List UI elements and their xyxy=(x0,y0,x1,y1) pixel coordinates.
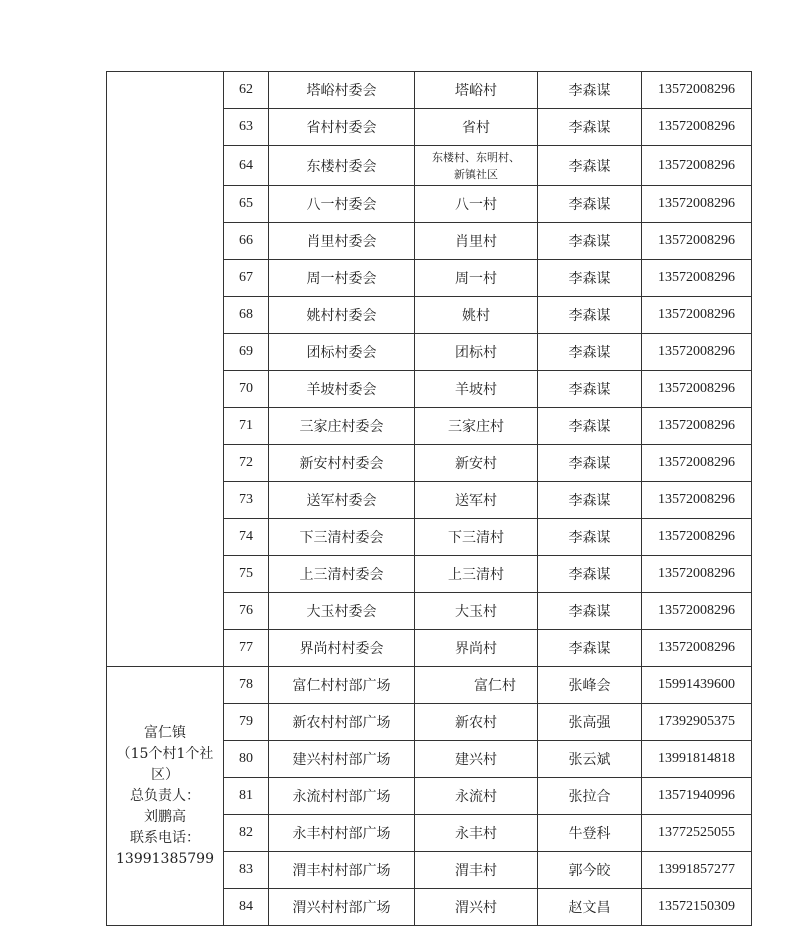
village-name: 肖里村 xyxy=(415,223,538,260)
table-row xyxy=(107,72,752,109)
committee-name: 送军村委会 xyxy=(269,482,415,519)
committee-name: 永流村村部广场 xyxy=(269,778,415,815)
phone-number: 13572008296 xyxy=(642,408,752,445)
row-number: 73 xyxy=(224,482,269,519)
phone-number: 13572008296 xyxy=(642,482,752,519)
committee-name: 塔峪村委会 xyxy=(269,72,415,109)
committee-name: 三家庄村委会 xyxy=(269,408,415,445)
contact-name: 张云斌 xyxy=(538,741,642,778)
leader-label: 总负责人： xyxy=(130,787,200,804)
town-scope-cont: 区） xyxy=(151,766,179,783)
phone-number: 17392905375 xyxy=(642,704,752,741)
row-number: 80 xyxy=(224,741,269,778)
contact-name: 李森谋 xyxy=(538,186,642,223)
contact-name: 李森谋 xyxy=(538,334,642,371)
village-name: 新安村 xyxy=(415,445,538,482)
roster-table xyxy=(106,71,752,926)
row-number: 76 xyxy=(224,593,269,630)
committee-name: 新安村村委会 xyxy=(269,445,415,482)
village-name: 三家庄村 xyxy=(415,408,538,445)
row-number: 84 xyxy=(224,889,269,926)
contact-name: 李森谋 xyxy=(538,371,642,408)
committee-name: 界尚村村委会 xyxy=(269,630,415,667)
row-number: 74 xyxy=(224,519,269,556)
phone-number: 13572150309 xyxy=(642,889,752,926)
committee-name: 上三清村委会 xyxy=(269,556,415,593)
row-number: 71 xyxy=(224,408,269,445)
phone-number: 13572008296 xyxy=(642,593,752,630)
row-number: 70 xyxy=(224,371,269,408)
committee-name: 渭丰村村部广场 xyxy=(269,852,415,889)
phone-number: 13572008296 xyxy=(642,556,752,593)
contact-name: 李森谋 xyxy=(538,297,642,334)
village-name: 界尚村 xyxy=(415,630,538,667)
village-name: 下三清村 xyxy=(415,519,538,556)
village-name: 八一村 xyxy=(415,186,538,223)
committee-name: 渭兴村村部广场 xyxy=(269,889,415,926)
leader-phone: 13991385799 xyxy=(116,850,214,867)
phone-number: 13572008296 xyxy=(642,371,752,408)
village-name: 渭兴村 xyxy=(415,889,538,926)
committee-name: 大玉村委会 xyxy=(269,593,415,630)
village-line: 新镇社区 xyxy=(454,167,498,181)
table-row xyxy=(107,667,752,704)
row-number: 62 xyxy=(224,72,269,109)
phone-number: 13572008296 xyxy=(642,297,752,334)
village-name: 渭丰村 xyxy=(415,852,538,889)
town-scope: （15个村1个社 xyxy=(116,745,214,762)
row-number: 67 xyxy=(224,260,269,297)
contact-name: 李森谋 xyxy=(538,519,642,556)
contact-name: 牛登科 xyxy=(538,815,642,852)
village-name: 送军村 xyxy=(415,482,538,519)
contact-name: 张高强 xyxy=(538,704,642,741)
phone-number: 13572008296 xyxy=(642,72,752,109)
phone-number: 13572008296 xyxy=(642,630,752,667)
row-number: 75 xyxy=(224,556,269,593)
phone-number: 13572008296 xyxy=(642,334,752,371)
row-number: 72 xyxy=(224,445,269,482)
village-name: 永丰村 xyxy=(415,815,538,852)
row-number: 66 xyxy=(224,223,269,260)
phone-number: 13571940996 xyxy=(642,778,752,815)
committee-name: 省村村委会 xyxy=(269,109,415,146)
town-info-cell xyxy=(107,667,224,926)
village-name: 羊坡村 xyxy=(415,371,538,408)
phone-number: 13572008296 xyxy=(642,445,752,482)
phone-number: 13991814818 xyxy=(642,741,752,778)
town-name: 富仁镇 xyxy=(144,724,186,741)
phone-number: 13991857277 xyxy=(642,852,752,889)
row-number: 83 xyxy=(224,852,269,889)
village-line: 东楼村、东明村、 xyxy=(432,150,520,164)
committee-name: 富仁村村部广场 xyxy=(269,667,415,704)
committee-name: 东楼村委会 xyxy=(269,146,415,186)
committee-name: 周一村委会 xyxy=(269,260,415,297)
committee-name: 八一村委会 xyxy=(269,186,415,223)
row-number: 69 xyxy=(224,334,269,371)
village-name-multi xyxy=(415,146,538,186)
phone-label: 联系电话： xyxy=(130,829,200,846)
village-name: 塔峪村 xyxy=(415,72,538,109)
row-number: 64 xyxy=(224,146,269,186)
village-name: 周一村 xyxy=(415,260,538,297)
town-cell-empty xyxy=(107,72,224,667)
committee-name: 姚村村委会 xyxy=(269,297,415,334)
contact-name: 李森谋 xyxy=(538,408,642,445)
committee-name: 建兴村村部广场 xyxy=(269,741,415,778)
phone-number: 13572008296 xyxy=(642,146,752,186)
village-name: 团标村 xyxy=(415,334,538,371)
phone-number: 13572008296 xyxy=(642,109,752,146)
contact-name: 李森谋 xyxy=(538,260,642,297)
committee-name: 下三清村委会 xyxy=(269,519,415,556)
row-number: 81 xyxy=(224,778,269,815)
row-number: 65 xyxy=(224,186,269,223)
committee-name: 新农村村部广场 xyxy=(269,704,415,741)
contact-name: 李森谋 xyxy=(538,72,642,109)
contact-name: 李森谋 xyxy=(538,223,642,260)
phone-number: 13572008296 xyxy=(642,260,752,297)
contact-name: 赵文昌 xyxy=(538,889,642,926)
row-number: 68 xyxy=(224,297,269,334)
committee-name: 永丰村村部广场 xyxy=(269,815,415,852)
phone-number: 13772525055 xyxy=(642,815,752,852)
committee-name: 肖里村委会 xyxy=(269,223,415,260)
contact-name: 李森谋 xyxy=(538,109,642,146)
phone-number: 13572008296 xyxy=(642,186,752,223)
row-number: 63 xyxy=(224,109,269,146)
phone-number: 15991439600 xyxy=(642,667,752,704)
phone-number: 13572008296 xyxy=(642,223,752,260)
village-name: 大玉村 xyxy=(415,593,538,630)
contact-name: 张拉合 xyxy=(538,778,642,815)
village-name: 上三清村 xyxy=(415,556,538,593)
contact-name: 李森谋 xyxy=(538,593,642,630)
contact-name: 李森谋 xyxy=(538,146,642,186)
row-number: 82 xyxy=(224,815,269,852)
village-name: 省村 xyxy=(415,109,538,146)
leader-name: 刘鹏高 xyxy=(144,808,186,825)
village-name: 富仁村 xyxy=(415,667,538,704)
committee-name: 羊坡村委会 xyxy=(269,371,415,408)
village-name: 建兴村 xyxy=(415,741,538,778)
row-number: 77 xyxy=(224,630,269,667)
contact-name: 李森谋 xyxy=(538,482,642,519)
committee-name: 团标村委会 xyxy=(269,334,415,371)
contact-name: 李森谋 xyxy=(538,556,642,593)
row-number: 78 xyxy=(224,667,269,704)
contact-name: 郭今皎 xyxy=(538,852,642,889)
contact-name: 张峰会 xyxy=(538,667,642,704)
village-name: 姚村 xyxy=(415,297,538,334)
phone-number: 13572008296 xyxy=(642,519,752,556)
row-number: 79 xyxy=(224,704,269,741)
contact-name: 李森谋 xyxy=(538,445,642,482)
contact-name: 李森谋 xyxy=(538,630,642,667)
village-name: 永流村 xyxy=(415,778,538,815)
village-name: 新农村 xyxy=(415,704,538,741)
